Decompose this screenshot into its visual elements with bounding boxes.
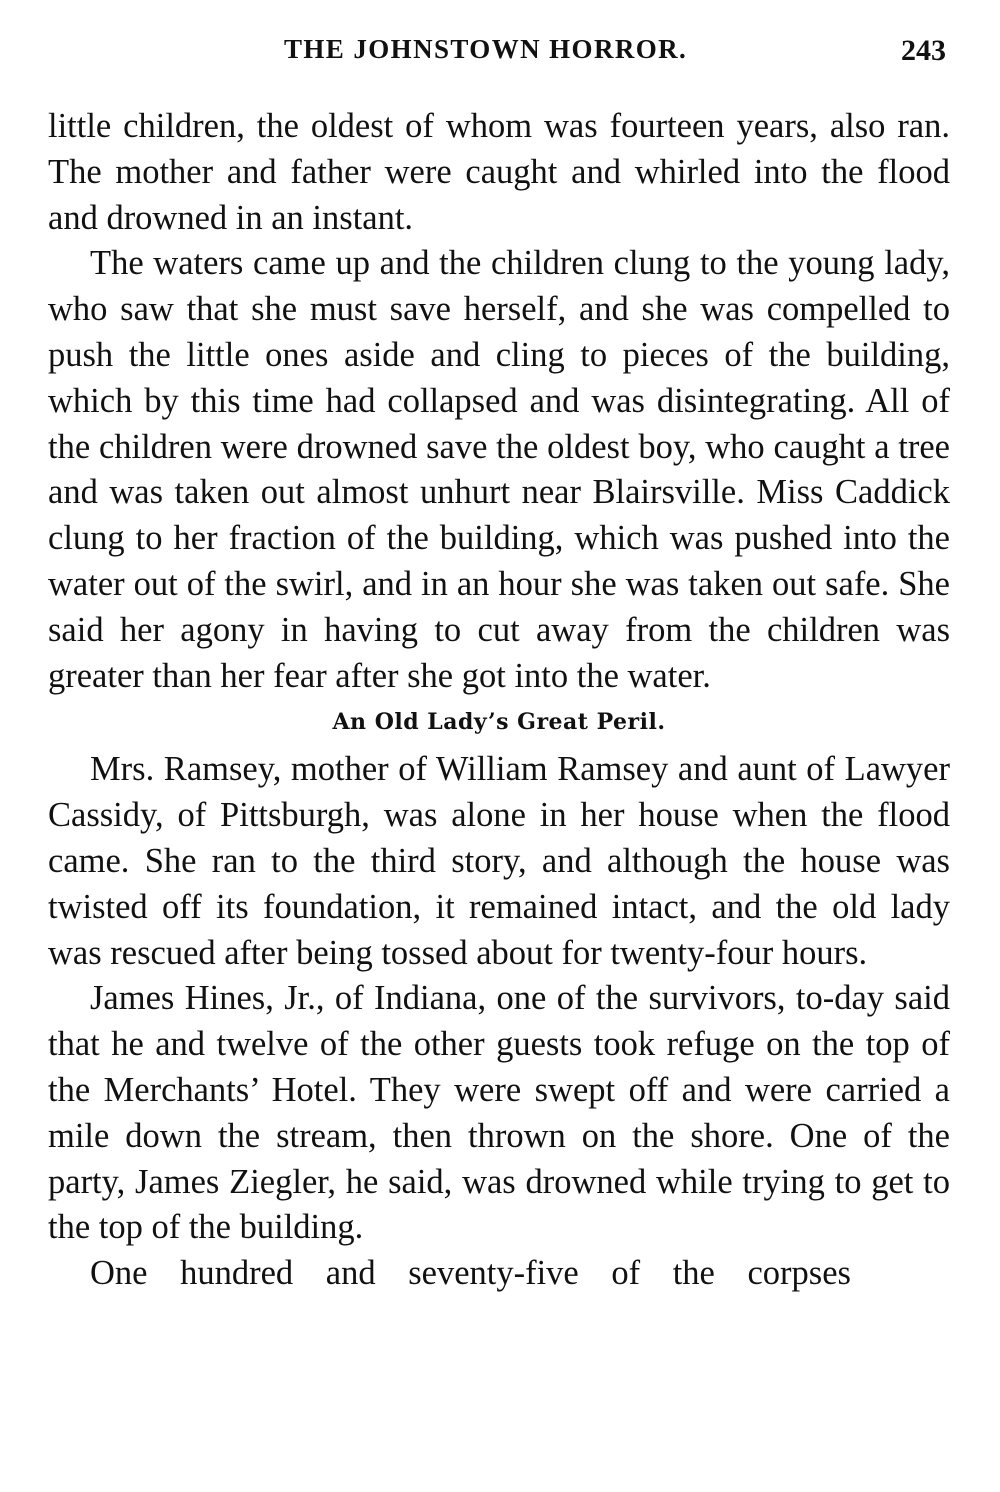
- paragraph-ramsey: Mrs. Ramsey, mother of William Ramsey and aunt of Lawyer Cassidy, of Pittsburgh, was alone in her house when the flood came. She ran to the third story, and although the house was twisted off its foundation, it remained intact, and the old lady was rescued after being tossed about for twenty-four hours.: [48, 750, 950, 972]
- paragraph-continues-next-page: One hundred and seventy-five of the corpses: [90, 1254, 851, 1293]
- paragraph-caddick: The waters came up and the children clung to the young lady, who saw that she must save herself, and she was compelled to push the little ones aside and cling to pieces of the building, which by this time had collapsed and was disintegrating. All of the children were drowned save the oldest boy, who caught a tree and was taken out almost unhurt near Blairsville. Miss Caddick clung to her fraction of the building, which was pushed into the water out of the swirl, and in an hour she was taken out safe. She said her agony in having to cut away from the children was greater than her fear after she got into the water.: [48, 244, 950, 695]
- section-heading: An Old Lady’s Great Peril.: [332, 709, 666, 736]
- paragraph-hines: James Hines, Jr., of Indiana, one of the survivors, to-day said that he and twelve of the other guests took refuge on the top of the Merchants’ Hotel. They were swept off and were carried a mile down the stream, then thrown on the shore. One of the party, James Ziegler, he said, was drowned while trying to get to the top of the building.: [48, 979, 950, 1247]
- running-title: THE JOHNSTOWN HORROR.: [284, 34, 688, 64]
- page-number: 243: [901, 34, 946, 67]
- running-head: [48, 34, 950, 74]
- paragraph-continued: little children, the oldest of whom was fourteen years, also ran. The mother and father were caught and whirled into the flood and drowned in an instant.: [48, 107, 950, 237]
- body-text: [48, 104, 950, 1297]
